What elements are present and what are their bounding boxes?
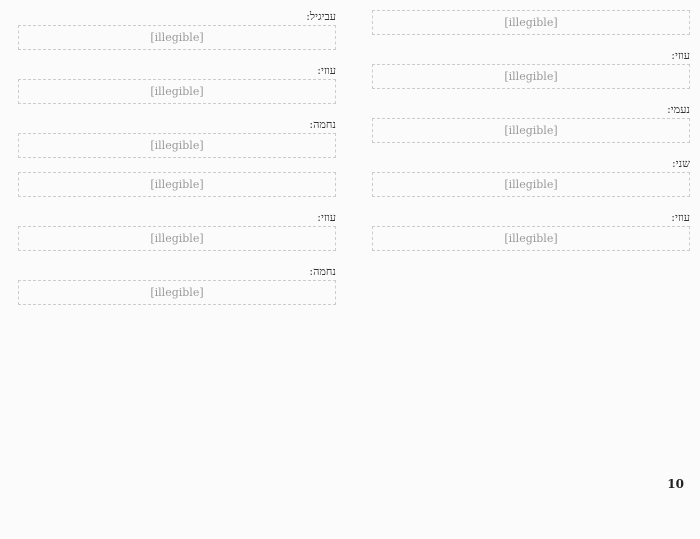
- dialogue-block: [18, 265, 336, 305]
- speaker-label: נעמי:: [667, 103, 690, 116]
- speaker-label: עביגיל:: [306, 10, 336, 23]
- paragraph: [illegible]: [372, 10, 690, 35]
- left-column: [18, 10, 336, 319]
- dialogue-block: [18, 10, 336, 50]
- speaker-label: עוזי:: [671, 211, 690, 224]
- paragraph: [illegible]: [372, 64, 690, 89]
- speaker-label: עוזי:: [317, 211, 336, 224]
- paragraph: [illegible]: [372, 226, 690, 251]
- speaker-label: עוזי:: [317, 64, 336, 77]
- dialogue-block: [18, 118, 336, 158]
- right-column: [372, 10, 690, 265]
- paragraph: [illegible]: [18, 25, 336, 50]
- dialogue-block: [372, 49, 690, 89]
- dialogue-block: [372, 10, 690, 35]
- paragraph: [illegible]: [18, 133, 336, 158]
- page-number: 10: [667, 477, 684, 491]
- paragraph: [illegible]: [372, 118, 690, 143]
- dialogue-block: [372, 103, 690, 143]
- dialogue-block: [372, 157, 690, 197]
- paragraph: [illegible]: [18, 226, 336, 251]
- speaker-label: שני:: [672, 157, 690, 170]
- paragraph: [illegible]: [372, 172, 690, 197]
- speaker-label: עוזי:: [671, 49, 690, 62]
- speaker-label: נחמה:: [309, 118, 336, 131]
- speaker-label: נחמה:: [309, 265, 336, 278]
- paragraph: [illegible]: [18, 280, 336, 305]
- dialogue-block: [18, 211, 336, 251]
- paragraph: [illegible]: [18, 172, 336, 197]
- paragraph: [illegible]: [18, 79, 336, 104]
- dialogue-block: [18, 172, 336, 197]
- dialogue-block: [372, 211, 690, 251]
- dialogue-block: [18, 64, 336, 104]
